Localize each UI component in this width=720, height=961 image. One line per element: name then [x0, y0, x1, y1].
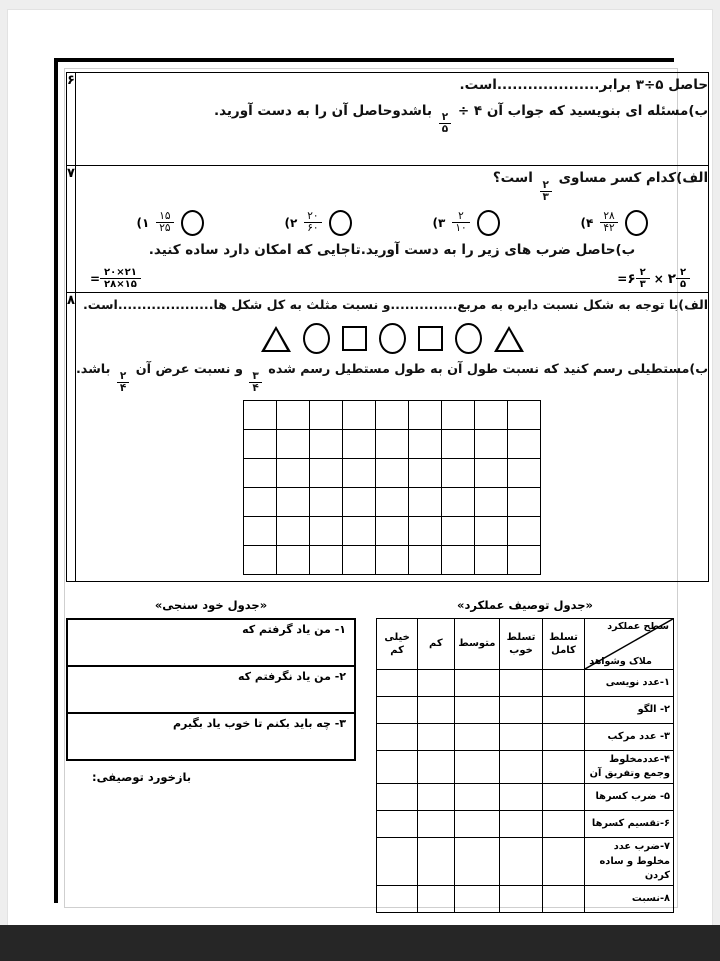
square-icon — [418, 326, 443, 351]
grid-cell[interactable] — [244, 517, 277, 546]
q7-choice-2-denominator: ۶۰ — [304, 222, 321, 234]
q8-ratio-width-numerator: ۲ — [119, 370, 127, 383]
grid-cell[interactable] — [310, 517, 343, 546]
square-icon — [342, 326, 367, 351]
performance-checkbox-cell[interactable] — [418, 751, 454, 784]
q8-ratio-length-numerator: ۳ — [252, 370, 259, 383]
question-7-body — [75, 166, 708, 293]
performance-checkbox-cell[interactable] — [542, 784, 584, 811]
grid-cell[interactable] — [442, 488, 475, 517]
performance-header-row — [377, 619, 674, 670]
grid-cell[interactable] — [343, 546, 376, 575]
grid-cell[interactable] — [343, 430, 376, 459]
performance-checkbox-cell[interactable] — [418, 697, 454, 724]
grid-cell[interactable] — [310, 430, 343, 459]
q7-product-left-num-1: ۲ — [680, 267, 687, 279]
grid-row — [244, 546, 541, 575]
grid-cell[interactable] — [409, 430, 442, 459]
performance-checkbox-cell[interactable] — [500, 811, 542, 838]
performance-checkbox-cell[interactable] — [500, 784, 542, 811]
bottom-zone — [66, 598, 674, 904]
grid-cell[interactable] — [442, 430, 475, 459]
question-number-8: ۸ — [67, 293, 76, 582]
performance-header-criteria-label: ملاک وشواهد — [589, 656, 652, 667]
performance-checkbox-cell[interactable] — [454, 811, 500, 838]
performance-checkbox-cell[interactable] — [454, 838, 500, 886]
q7-line-a-post: است؟ — [492, 170, 533, 186]
grid-row — [244, 488, 541, 517]
performance-checkbox-cell[interactable] — [454, 724, 500, 751]
grid-cell[interactable] — [409, 546, 442, 575]
q8-line-b — [76, 358, 708, 394]
grid-cell[interactable] — [310, 459, 343, 488]
q7-target-fraction — [540, 180, 552, 203]
triangle-icon — [494, 326, 524, 352]
performance-criterion-1: ۱-عدد نویسی — [585, 670, 674, 697]
q7-target-fraction-denominator: ۳ — [540, 191, 552, 203]
performance-checkbox-cell[interactable] — [500, 838, 542, 886]
q7-choice-3-label: ۳) — [432, 215, 446, 230]
performance-checkbox-cell[interactable] — [377, 724, 418, 751]
grid-cell[interactable] — [277, 517, 310, 546]
grid-cell[interactable] — [244, 459, 277, 488]
circle-icon — [455, 323, 482, 354]
performance-checkbox-cell[interactable] — [500, 751, 542, 784]
grid-cell[interactable] — [277, 546, 310, 575]
performance-checkbox-cell[interactable] — [377, 751, 418, 784]
q7-choice-3-fraction — [452, 211, 469, 234]
performance-criterion-3: ۳- عدد مرکب — [585, 724, 674, 751]
self-assessment-prompt-3[interactable]: ۳- چه باید بکنم تا خوب یاد بگیرم — [67, 713, 355, 760]
q7-product-left-mixed-1 — [668, 267, 690, 290]
q7-choice-3[interactable] — [433, 210, 500, 236]
performance-checkbox-cell[interactable] — [500, 670, 542, 697]
self-assessment-table[interactable] — [66, 618, 356, 761]
performance-checkbox-cell[interactable] — [542, 886, 584, 913]
performance-checkbox-cell[interactable] — [377, 838, 418, 886]
grid-row — [244, 517, 541, 546]
q7-product-left-whole-1: ۲ — [667, 270, 676, 287]
grid-cell[interactable] — [310, 401, 343, 430]
question-row-8 — [67, 293, 709, 582]
grid-cell[interactable] — [409, 401, 442, 430]
grid-cell[interactable] — [376, 546, 409, 575]
grid-cell[interactable] — [310, 546, 343, 575]
grid-cell[interactable] — [277, 430, 310, 459]
grid-cell[interactable] — [442, 546, 475, 575]
table-row — [67, 713, 355, 760]
performance-checkbox-cell[interactable] — [418, 670, 454, 697]
grid-cell[interactable] — [244, 401, 277, 430]
table-row — [377, 784, 674, 811]
self-assessment-prompt-1[interactable]: ۱- من یاد گرفتم که — [67, 619, 355, 666]
viewer-bottom-bar — [0, 925, 720, 961]
q7-choice-row — [96, 210, 688, 236]
grid-cell[interactable] — [409, 488, 442, 517]
question-row-6 — [67, 73, 709, 166]
grid-row — [244, 401, 541, 430]
table-row — [377, 751, 674, 784]
performance-checkbox-cell[interactable] — [454, 751, 500, 784]
q7-choice-1-numerator: ۱۵ — [159, 210, 171, 223]
performance-level-header-4: کم — [418, 619, 454, 670]
q7-choice-1[interactable] — [136, 210, 203, 236]
self-assessment-prompt-2[interactable]: ۲- من یاد نگرفتم که — [67, 666, 355, 713]
performance-checkbox-cell[interactable] — [418, 886, 454, 913]
grid-cell[interactable] — [343, 517, 376, 546]
q7-choice-1-denominator: ۲۵ — [156, 222, 173, 234]
performance-checkbox-cell[interactable] — [454, 697, 500, 724]
grid-cell[interactable] — [409, 517, 442, 546]
q7-product-right-denominator: ۱۵×۲۸ — [100, 278, 141, 290]
q6-line-b-pre: ب)مسئله ای بنویسید که جواب آن ۴ ÷ — [457, 102, 709, 119]
q7-choice-3-numerator: ۲ — [458, 210, 464, 223]
performance-checkbox-cell[interactable] — [454, 670, 500, 697]
performance-checkbox-cell[interactable] — [377, 784, 418, 811]
performance-checkbox-cell[interactable] — [500, 697, 542, 724]
q6-line-a: حاصل ۵÷۳ برابر....................است. — [459, 77, 709, 93]
question-8-body — [75, 293, 708, 582]
q7-product-left-equals: = — [617, 271, 628, 286]
grid-cell[interactable] — [376, 430, 409, 459]
q8-shapes-row — [76, 323, 708, 354]
performance-checkbox-cell[interactable] — [542, 751, 584, 784]
performance-checkbox-cell[interactable] — [500, 724, 542, 751]
performance-checkbox-cell[interactable] — [418, 811, 454, 838]
grid-cell[interactable] — [376, 517, 409, 546]
q7-choice-4-numerator: ۲۸ — [603, 210, 615, 223]
performance-criterion-7: ۷-ضرب عدد مخلوط و ساده کردن — [585, 838, 674, 886]
q8-ratio-width-fraction — [117, 371, 129, 394]
q7-choice-4-fraction — [600, 211, 617, 234]
q7-product-left-den-2: ۳ — [636, 278, 650, 290]
grid-cell[interactable] — [475, 430, 508, 459]
q7-product-left-den-1: ۵ — [676, 278, 690, 290]
q8-line-a: الف)با توجه به شکل نسبت دایره به مربع..............و نسبت مثلث به کل شکل ها....................است. — [83, 297, 709, 313]
q8-drawing-grid[interactable] — [243, 400, 541, 575]
performance-criterion-2: ۲- الگو — [585, 697, 674, 724]
grid-cell[interactable] — [508, 459, 541, 488]
performance-criterion-8: ۸-نسبت — [585, 886, 674, 913]
self-assessment-caption: «جدول خود سنجی» — [154, 598, 268, 612]
performance-criterion-6: ۶-تقسیم کسرها — [585, 811, 674, 838]
q7-choice-1-label: ۱) — [136, 215, 150, 230]
table-row — [377, 811, 674, 838]
table-row — [377, 670, 674, 697]
q7-target-fraction-numerator: ۲ — [542, 178, 549, 191]
q7-product-left — [617, 267, 690, 290]
performance-criterion-4: ۴-عددمخلوط وجمع وتفریق آن — [585, 751, 674, 784]
performance-checkbox-cell[interactable] — [418, 838, 454, 886]
performance-table[interactable] — [376, 618, 674, 913]
q6-fraction-numerator: ۲ — [441, 111, 449, 124]
performance-level-header-5: خیلی کم — [377, 619, 418, 670]
performance-level-header-2: تسلط خوب — [500, 619, 542, 670]
performance-checkbox-cell[interactable] — [542, 811, 584, 838]
q7-choice-1-bubble[interactable] — [181, 210, 204, 236]
performance-checkbox-cell[interactable] — [542, 697, 584, 724]
table-row — [67, 619, 355, 666]
grid-cell[interactable] — [376, 459, 409, 488]
grid-cell[interactable] — [343, 459, 376, 488]
grid-cell[interactable] — [442, 517, 475, 546]
circle-icon — [303, 323, 330, 354]
performance-checkbox-cell[interactable] — [377, 811, 418, 838]
performance-header-corner — [585, 619, 674, 670]
grid-cell[interactable] — [442, 459, 475, 488]
q8-line-b-post: باشد. — [75, 362, 111, 378]
performance-checkbox-cell[interactable] — [454, 886, 500, 913]
grid-cell[interactable] — [310, 488, 343, 517]
q7-product-right-numerator: ۲۱×۲۰ — [104, 267, 137, 279]
q6-line-b-post: باشدوحاصل آن را به دست آورید. — [213, 102, 433, 119]
q7-product-left-fraction-1 — [676, 267, 690, 290]
q7-product-left-fraction-2 — [636, 267, 650, 290]
q8-line-b-pre: ب)مستطیلی رسم کنید که نسبت طول آن به طول مستطیل رسم شده — [268, 362, 709, 378]
grid-cell[interactable] — [376, 488, 409, 517]
q8-grid-wrapper — [76, 400, 708, 575]
table-row — [67, 666, 355, 713]
q7-choice-3-bubble[interactable] — [477, 210, 500, 236]
q8-ratio-length-fraction — [249, 371, 261, 394]
performance-criterion-5: ۵- ضرب کسرها — [585, 784, 674, 811]
grid-row — [244, 430, 541, 459]
q7-product-left-num-2: ۲ — [639, 267, 646, 279]
grid-cell[interactable] — [277, 401, 310, 430]
grid-cell[interactable] — [508, 546, 541, 575]
q7-choice-2-bubble[interactable] — [329, 210, 352, 236]
grid-cell[interactable] — [343, 401, 376, 430]
grid-cell[interactable] — [244, 488, 277, 517]
grid-cell[interactable] — [508, 401, 541, 430]
q7-choice-1-fraction — [156, 211, 173, 234]
circle-icon — [379, 323, 406, 354]
grid-cell[interactable] — [508, 430, 541, 459]
question-number-7: ۷ — [67, 166, 76, 293]
q7-product-right-equals: = — [89, 271, 100, 286]
table-row — [377, 886, 674, 913]
grid-cell[interactable] — [508, 488, 541, 517]
performance-checkbox-cell[interactable] — [377, 886, 418, 913]
performance-checkbox-cell[interactable] — [418, 784, 454, 811]
q7-product-left-mixed-2 — [627, 267, 649, 290]
question-row-7 — [67, 166, 709, 293]
q8-ratio-width-denominator: ۴ — [117, 382, 129, 394]
grid-cell[interactable] — [376, 401, 409, 430]
grid-cell[interactable] — [475, 546, 508, 575]
performance-checkbox-cell[interactable] — [454, 784, 500, 811]
grid-cell[interactable] — [244, 546, 277, 575]
q7-line-a — [76, 166, 708, 203]
grid-cell[interactable] — [277, 459, 310, 488]
grid-cell[interactable] — [442, 401, 475, 430]
q7-choice-4-bubble[interactable] — [625, 210, 648, 236]
q6-fraction — [439, 112, 451, 135]
performance-checkbox-cell[interactable] — [500, 886, 542, 913]
grid-row — [244, 459, 541, 488]
performance-checkbox-cell[interactable] — [542, 724, 584, 751]
performance-block — [376, 598, 674, 913]
q7-choice-2[interactable] — [284, 210, 351, 236]
performance-checkbox-cell[interactable] — [377, 697, 418, 724]
performance-header-level-label: سطح عملکرد — [607, 621, 669, 632]
q7-product-left-whole-2: ۶ — [627, 270, 636, 287]
performance-table-caption: «جدول توصیف عملکرد» — [457, 598, 593, 612]
q7-line-a-pre: الف)کدام کسر مساوی — [558, 170, 709, 186]
table-row — [377, 724, 674, 751]
grid-cell[interactable] — [475, 488, 508, 517]
q7-choice-4-label: ۴) — [580, 215, 594, 230]
q7-choice-4-denominator: ۴۲ — [600, 222, 617, 234]
q7-product-right — [90, 267, 141, 290]
question-number-6: ۶ — [67, 73, 76, 166]
q7-products-row — [90, 267, 690, 290]
performance-level-header-3: متوسط — [454, 619, 500, 670]
questions-table — [66, 72, 709, 582]
grid-cell[interactable] — [244, 430, 277, 459]
q7-choice-2-label: ۲) — [284, 215, 298, 230]
table-row — [377, 697, 674, 724]
grid-cell[interactable] — [475, 401, 508, 430]
q7-choice-3-denominator: ۱۰ — [452, 222, 469, 234]
grid-cell[interactable] — [277, 488, 310, 517]
question-6-body — [75, 73, 708, 166]
self-assessment-block — [66, 598, 356, 784]
grid-cell[interactable] — [475, 517, 508, 546]
q7-choice-2-fraction — [304, 211, 321, 234]
q8-line-b-mid: و نسبت عرض آن — [135, 362, 243, 378]
q6-fraction-denominator: ۵ — [439, 123, 451, 135]
table-row — [377, 838, 674, 886]
q6-line-b — [76, 99, 708, 136]
grid-cell[interactable] — [508, 517, 541, 546]
grid-cell[interactable] — [343, 488, 376, 517]
performance-checkbox-cell[interactable] — [418, 724, 454, 751]
q7-choice-2-numerator: ۲۰ — [307, 210, 319, 223]
q7-line-b: ب)حاصل ضرب های زیر را به دست آورید.تاجایی که امکان دارد ساده کنید. — [148, 241, 636, 258]
q7-choice-4[interactable] — [581, 210, 648, 236]
grid-cell[interactable] — [475, 459, 508, 488]
grid-cell[interactable] — [409, 459, 442, 488]
q8-ratio-length-denominator: ۴ — [249, 382, 261, 394]
page-sheet — [8, 10, 712, 925]
triangle-icon — [261, 326, 291, 352]
performance-checkbox-cell[interactable] — [377, 670, 418, 697]
feedback-label: بازخورد توصیفی: — [92, 770, 192, 784]
q7-product-left-times: × — [653, 271, 664, 286]
performance-level-header-1: تسلط کامل — [542, 619, 584, 670]
performance-checkbox-cell[interactable] — [542, 670, 584, 697]
q7-product-right-fraction — [100, 267, 141, 290]
performance-checkbox-cell[interactable] — [542, 838, 584, 886]
